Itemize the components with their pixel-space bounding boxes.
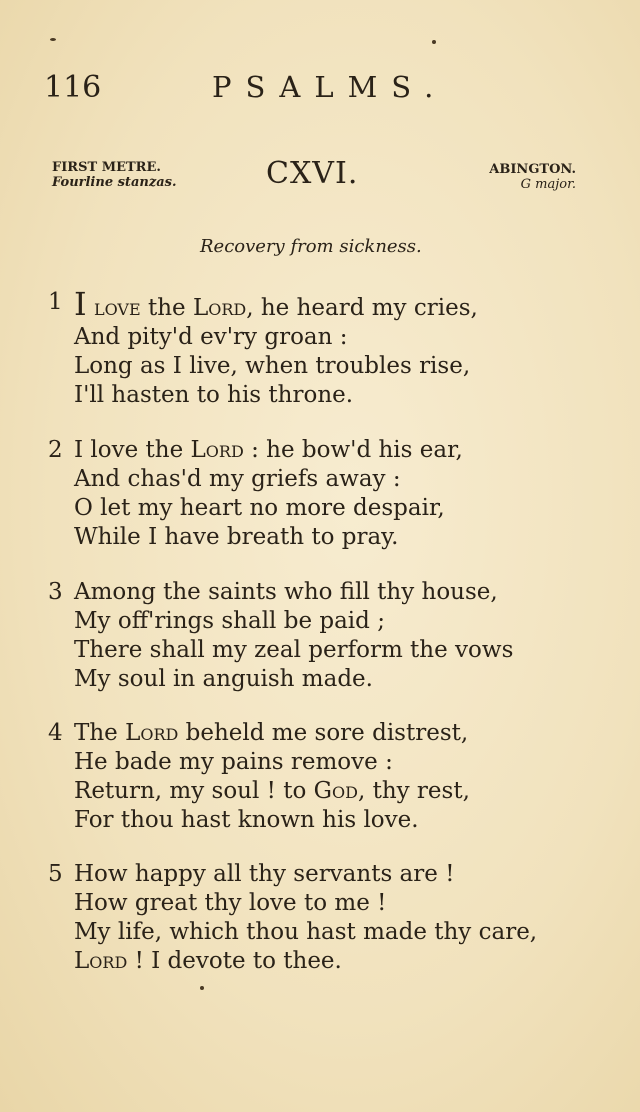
verse-text: , he heard my cries, [246,295,478,321]
verse-text: Return, my soul ! to [74,778,314,804]
ink-speck [50,38,56,41]
running-title: PSALMS. [212,70,448,104]
verse-line: O let my heart no more despair, [74,495,445,521]
verse-line: And chas'd my griefs away : [74,466,401,492]
stanza-number: 3 [48,579,63,605]
stanza [48,285,608,410]
lord-word: Lord [192,295,247,321]
page-header [0,70,640,110]
verse-text: beheld me sore distrest, [178,720,469,746]
verse-line: Long as I live, when troubles rise, [74,353,471,379]
verse-line: How happy all thy servants are ! [74,861,455,887]
verse-line: He bade my pains remove : [74,749,393,775]
tune-info [489,162,576,192]
stanza-form-label: Fourline stanzas. [52,175,177,190]
verse-line: For thou hast known his love. [74,807,419,833]
verse-line: My soul in anguish made. [74,666,373,692]
metre-info [52,160,176,190]
small-caps-word: love [93,295,141,321]
verse-line [74,285,608,323]
lord-word: Lord [190,437,244,463]
drop-initial: I [74,285,87,323]
verse-line: How great thy love to me ! [74,890,387,916]
god-word: God [313,778,358,804]
tune-key: G major. [520,177,576,192]
tune-name: ABINGTON. [489,162,576,177]
verse-line: I'll hasten to his throne. [74,382,354,408]
metre-label: FIRST METRE. [52,160,161,175]
page-number: 116 [44,70,102,105]
verse-line: There shall my zeal perform the vows [74,637,514,663]
verse-line: My off'rings shall be paid ; [74,608,385,634]
ink-speck [200,986,204,990]
verse-line: And pity'd ev'ry groan : [74,324,348,350]
stanza [48,719,608,835]
verse-line [74,947,608,976]
lord-word: Lord [74,948,128,974]
stanza-number: 4 [48,720,63,746]
verse-text: The [74,720,126,746]
stanza [48,578,608,694]
verse-text: ! I devote to thee. [127,948,342,974]
verse-text: : he bow'd his ear, [243,437,463,463]
verse-line: My life, which thou hast made thy care, [74,919,538,945]
verse-line [74,436,608,465]
stanza [48,860,608,976]
psalm-number: CXVI. [266,156,359,191]
ink-speck [432,40,436,44]
verse-line: Among the saints who fill thy house, [74,579,498,605]
verse-line: While I have breath to pray. [74,524,399,550]
psalm-subtitle: Recovery from sickness. [200,236,422,257]
stanza-number: 5 [48,861,63,887]
verse-text: the [140,295,193,321]
lord-word: Lord [125,720,179,746]
verse-text: , thy rest, [357,778,470,804]
stanza-number: 2 [48,437,63,463]
verse-line [74,777,608,806]
stanza [48,436,608,552]
stanza-number: 1 [48,289,63,315]
verse-text: I love the [74,437,191,463]
verse-line [74,719,608,748]
